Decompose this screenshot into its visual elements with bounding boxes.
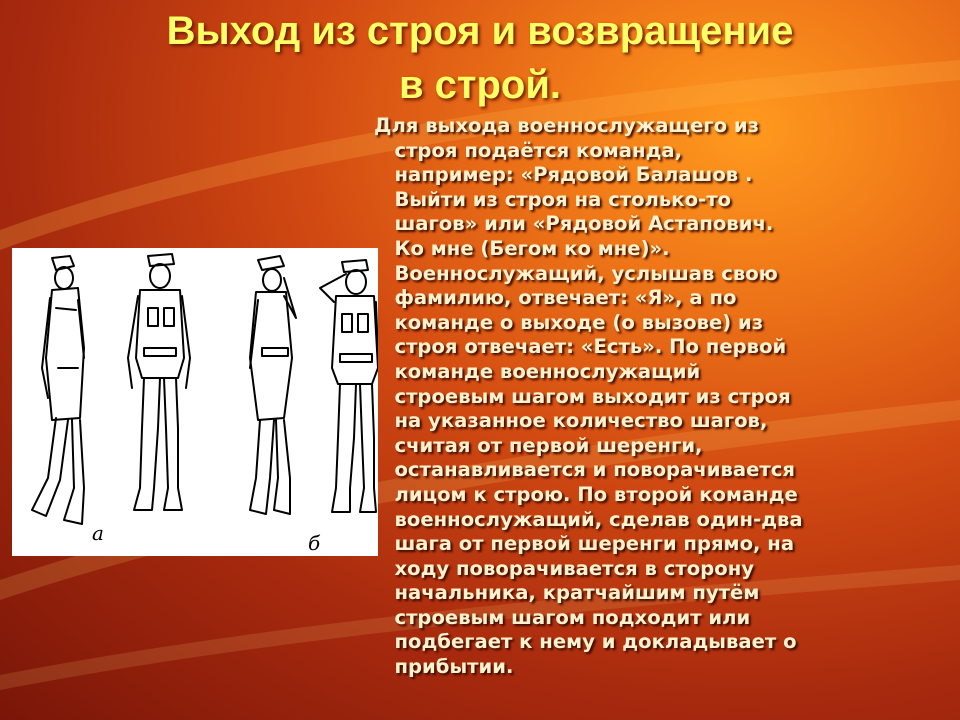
slide-title-line-1: Выход из строя и возвращение: [166, 9, 794, 53]
figure-label-b: б: [308, 531, 321, 555]
soldier-figure-2: [128, 254, 190, 510]
soldiers-illustration: [12, 248, 378, 556]
slide-title: [0, 4, 960, 112]
figure-label-a: а: [92, 521, 104, 545]
soldier-figure-3: [250, 256, 296, 514]
soldiers-drawing: [12, 248, 378, 556]
body-paragraph: Для выхода военнослужащего из строя подаётся команда, например: «Рядовой Балашов . Выйти из строя на столько-то шагов» или «Рядовой Астапович. Ко мне (Бегом ко мне)». Военнослужащий, услышав свою фамилию, отвечает: «Я», а по команде о выходе (о вызове) из строя отвечает: «Есть». По первой команде военнослужащий строевым шагом выходит из строя на указанное количество шагов, считая от первой шеренги, останавливается и поворачивается лицом к строю. По второй команде военнослужащий, сделав один-два шага от первой шеренги прямо, на ходу поворачивается в сторону начальника, кратчайшим путём строевым шагом подходит или подбегает к нему и докладывает о прибытии.: [374, 114, 803, 679]
soldier-figure-1: [32, 256, 84, 524]
soldier-figure-4: [320, 260, 378, 512]
slide-title-line-2: в строй.: [398, 63, 562, 107]
